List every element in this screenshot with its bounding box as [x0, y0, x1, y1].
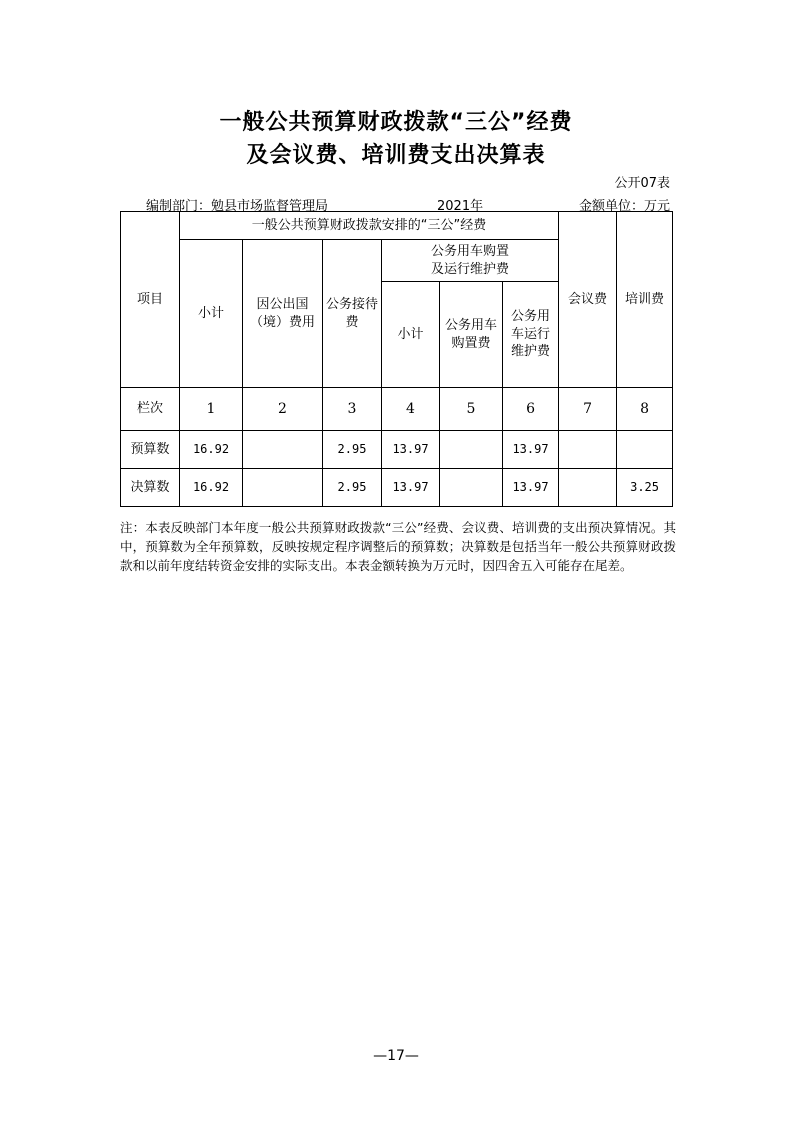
header-reception-line1: 公务接待 — [325, 296, 378, 312]
table-cell — [559, 469, 617, 507]
year-label: 2021年 — [437, 199, 484, 214]
row-label: 决算数 — [121, 469, 180, 507]
header-vehicle-purchase-line2: 购置费 — [451, 335, 491, 351]
row-label: 预算数 — [121, 431, 180, 469]
table-cell: 13.97 — [382, 431, 440, 469]
header-abroad — [243, 240, 323, 388]
table-cell — [440, 431, 503, 469]
header-vehicle-purchase — [440, 282, 503, 388]
header-vehicle-group — [382, 240, 559, 282]
header-reception — [323, 240, 382, 388]
table-cell — [243, 431, 323, 469]
header-vehicle-purchase-line1: 公务用车 — [444, 317, 497, 333]
table-row-budget — [121, 431, 673, 469]
table-cell: 2.95 — [323, 431, 382, 469]
header-subtotal: 小计 — [180, 240, 243, 388]
column-number: 6 — [503, 388, 559, 431]
header-vehicle-group-line1: 公务用车购置 — [431, 243, 510, 259]
column-number: 4 — [382, 388, 440, 431]
expenditure-table — [120, 211, 673, 507]
table-cell — [440, 469, 503, 507]
footnote: 注：本表反映部门本年度一般公共预算财政拨款“三公”经费、会议费、培训费的支出预决算情况。其中，预算数为全年预算数，反映按规定程序调整后的预算数；决算数是包括当年一般公共预算财政拨款和以前年度结转资金安排的实际支出。本表金额转换为万元时，因四舍五入可能存在尾差。 — [120, 520, 676, 573]
form-number: 公开07表 — [614, 176, 670, 191]
header-reception-line2: 费 — [345, 314, 359, 330]
header-abroad-line2: （境）费用 — [249, 314, 315, 330]
header-vehicle-run-line1: 公务用 — [511, 309, 551, 325]
header-training: 培训费 — [617, 212, 673, 388]
header-item: 项目 — [121, 212, 180, 388]
header-vehicle-subtotal: 小计 — [382, 282, 440, 388]
header-vehicle-run-line3: 维护费 — [511, 344, 551, 360]
header-vehicle-run-line2: 车运行 — [511, 326, 551, 342]
header-vehicle-group-line2: 及运行维护费 — [431, 261, 510, 277]
table-cell: 16.92 — [180, 431, 243, 469]
department-label: 编制部门：勉县市场监督管理局 — [146, 199, 329, 214]
column-number: 3 — [323, 388, 382, 431]
unit-label: 金额单位：万元 — [578, 199, 670, 214]
table-cell — [617, 431, 673, 469]
header-meeting: 会议费 — [559, 212, 617, 388]
column-number: 1 — [180, 388, 243, 431]
document-title-line2: 及会议费、培训费支出决算表 — [246, 143, 546, 168]
column-number: 7 — [559, 388, 617, 431]
column-number-label: 栏次 — [121, 388, 180, 431]
table-cell — [243, 469, 323, 507]
table-cell: 13.97 — [382, 469, 440, 507]
table-cell: 2.95 — [323, 469, 382, 507]
table-cell — [559, 431, 617, 469]
table-cell: 13.97 — [503, 431, 559, 469]
header-vehicle-run — [503, 282, 559, 388]
header-sangong-group: 一般公共预算财政拨款安排的“三公”经费 — [180, 212, 559, 240]
column-number: 2 — [243, 388, 323, 431]
page-number: —17— — [373, 1048, 419, 1064]
table-row-actual — [121, 469, 673, 507]
column-number: 5 — [440, 388, 503, 431]
column-number-row — [121, 388, 673, 431]
table-cell: 16.92 — [180, 469, 243, 507]
document-title-line1: 一般公共预算财政拨款“三公”经费 — [219, 110, 573, 135]
column-number: 8 — [617, 388, 673, 431]
header-abroad-line1: 因公出国 — [256, 296, 309, 312]
table-cell: 13.97 — [503, 469, 559, 507]
table-cell: 3.25 — [617, 469, 673, 507]
